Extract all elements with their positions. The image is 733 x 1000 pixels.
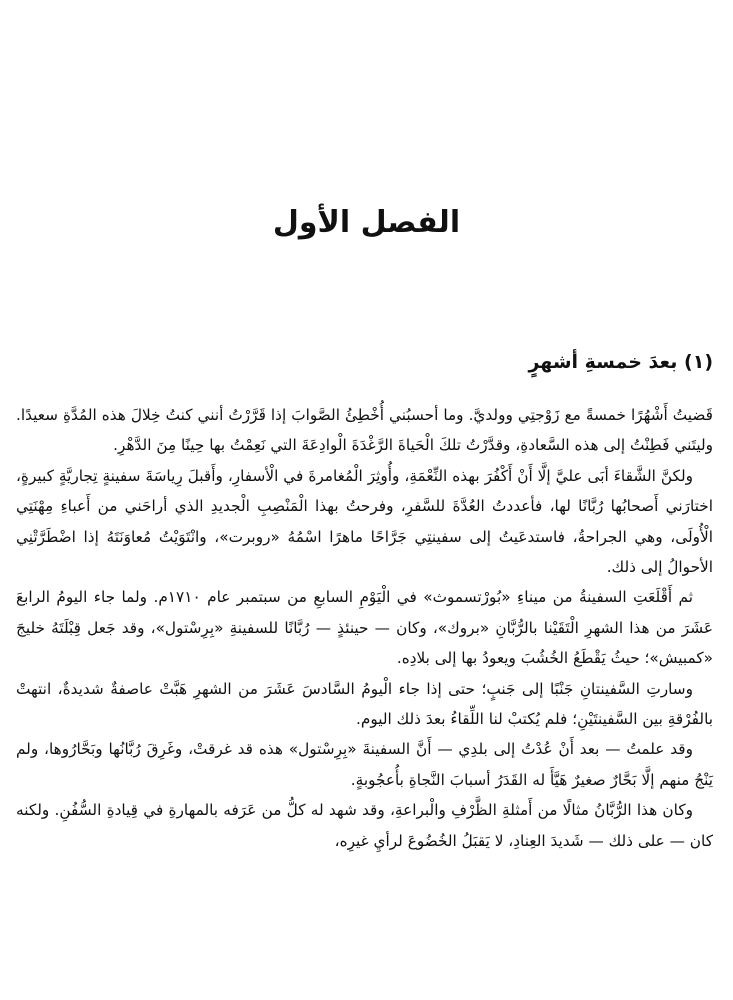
paragraph: ولكنَّ الشَّقاءَ أبَى عليَّ إلَّا أَنْ أَكْفُرَ بهذه النِّعْمَةِ، وأُوثِرَ الْمُغامرةَ في الْأسفارِ، وأَقبلَ رِياسَةَ سفينةٍ تِجاريَّةٍ كبيرةٍ، اختارَني أَصحابُها رُبَّانًا لها، فأعددتُ العُدَّةَ للسَّفرِ، وفرحتُ بهذا الْمَنْصِبِ الْجديدِ الذي أراحَني من أَعباءِ مِهْنَتِي الْأُولَى، وهي الجراحةُ، فاستدعَيتُ إلى سفينتِي جَرَّاحًا ماهرًا اسْمُهُ «روبرت»، وانْتَوَيْتُ مُعاوَنَتَهُ إذا اضْطَرَّتْنِي الأحوالُ إلى ذلك. [16,466,713,577]
chapter-title: الفصل الأول [272,205,461,240]
chapter-body [16,400,713,856]
paragraph: قَضيتُ أَشْهُرًا خمسةً مع زَوْجتِي وولديَّ. وما أحسبُني أُخْطِئُ الصَّوابَ إذا قَرَّرْتُ أنني كنتُ خِلالَ هذه المُدَّةِ سعيدًا. وليتَني فَطِنْتُ إلى هذه السَّعادةِ، وقدَّرْتُ تلكَ الْحَياةَ الرَّغْدَةَ الْوادِعَةَ التي نَعِمْتُ بها حِينًا مِنَ الدَّهْرِ. [16,406,713,455]
paragraph: وسارتِ السَّفينتانِ جَنْبًا إلى جَنبٍ؛ حتى إذا جاء الْيومُ السَّادسَ عَشَرَ من الشهرِ هَبَّتْ عاصفةٌ شديدةٌ، انتهتْ بالفُرْقةِ بين السَّفينتَيْنِ؛ فلم يُكتبْ لنا اللِّقاءُ بعدَ ذلك اليوم. [16,679,713,729]
paragraph: وكان هذا الرُّبَّانُ مثالًا من أَمثلةِ الظَّرْفِ والْبراعةِ، وقد شهد له كلُّ من عَرَفه بالمهارةِ في قِيادةِ السُّفُنِ. ولكنه كان — على ذلك — شَديدَ العِنادِ، لا يَقبَلُ الخُضُوعَ لرأيِ غيرِه، [16,801,713,850]
paragraph: وقد علمتُ — بعد أَنْ عُدْتُ إلى بلدِي — أَنَّ السفينةَ «بِرِسْتول» هذه قد غرقتْ، وغَرِقَ رُبَّانُها وبَحَّارُوها، ولم يَنْجُ منهم إلَّا بَحَّارٌ صغيرٌ هَيَّأَ له القَدَرُ أسبابَ النَّجاةِ بأُعجُوبةٍ. [16,740,713,789]
section-heading: (١) بعدَ خمسةِ أشهرٍ [528,351,713,373]
paragraph: ثم أَقْلَعَتِ السفينةُ من ميناءِ «بُورْتسموث» في الْيَوْمِ السابعِ من سبتمبر عام ١٧١٠م. ولما جاء اليومُ الرابعَ عَشَرَ من هذا الشهرِ الْتَقَيْنا بالرُّبَّانِ «بروك»، وكان — حينئذٍ — رُبَّانًا للسفينةِ «بِرِسْتول»، وقد جَعل قِبْلَتَهُ خليجَ «كمبيش»؛ حيثُ يَقْطَعُ الخُشُبَ ويعودُ بها إلى بلادِه. [16,588,713,668]
